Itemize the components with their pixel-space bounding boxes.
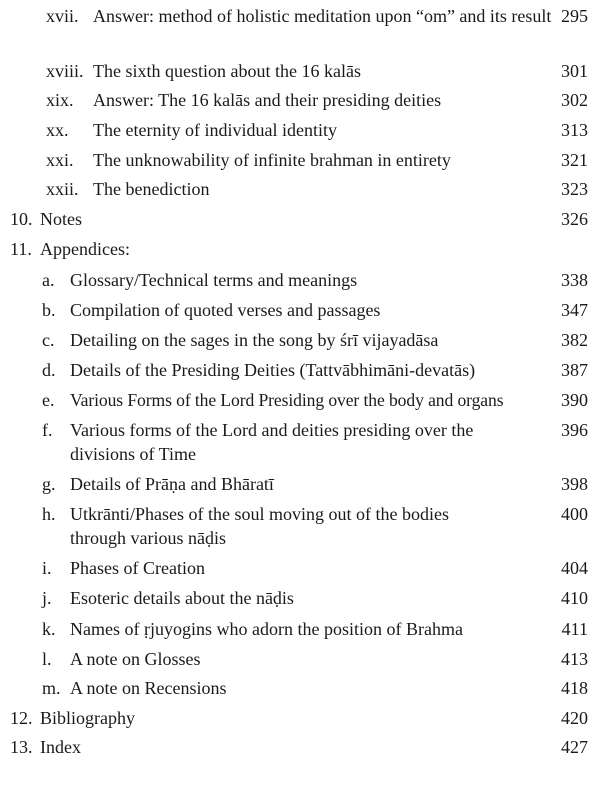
toc-entry-appendix-m	[0, 676, 600, 700]
toc-entry-number: 13.	[10, 737, 33, 757]
toc-entry-page: 413	[561, 649, 588, 669]
toc-entry-page: 390	[561, 390, 588, 410]
toc-entry-appendix-h	[0, 502, 600, 550]
toc-entry-page: 302	[561, 90, 588, 110]
toc-entry-title: The sixth question about the 16 kalās	[93, 61, 361, 81]
toc-entry-title: Various Forms of the Lord Presiding over the body and organs	[70, 390, 504, 410]
toc-entry-title: The unknowability of infinite brahman in entirety	[93, 150, 451, 170]
toc-entry-xix	[0, 88, 600, 112]
toc-entry-page: 396	[561, 420, 588, 440]
toc-entry-title: Detailing on the sages in the song by śrī vijayadāsa	[70, 330, 439, 350]
toc-entry-appendix-j	[0, 586, 600, 610]
toc-entry-xx	[0, 118, 600, 142]
toc-entry-page: 313	[561, 120, 588, 140]
toc-entry-page: 404	[561, 558, 588, 578]
toc-entry-page: 338	[561, 270, 588, 290]
toc-entry-page: 387	[561, 360, 588, 380]
toc-entry-number: l.	[42, 649, 52, 669]
toc-entry-page: 347	[561, 300, 588, 320]
toc-entry-number: k.	[42, 619, 56, 639]
toc-entry-page: 410	[561, 588, 588, 608]
toc-entry-number: 11.	[10, 239, 32, 259]
toc-entry-title: A note on Glosses	[70, 649, 201, 669]
toc-entry-title: A note on Recensions	[70, 678, 227, 698]
toc-entry-number: c.	[42, 330, 55, 350]
toc-entry-appendix-a	[0, 268, 600, 292]
toc-entry-title: The benediction	[93, 179, 210, 199]
toc-entry-index	[0, 735, 600, 759]
toc-entry-bibliography	[0, 706, 600, 730]
toc-entry-appendix-f	[0, 418, 600, 466]
toc-entry-title: Bibliography	[40, 708, 135, 728]
toc-entry-xvii	[0, 4, 600, 52]
toc-entry-title: Glossary/Technical terms and meanings	[70, 270, 358, 290]
toc-entry-number: xxii.	[46, 179, 79, 199]
toc-entry-page: 400	[561, 504, 588, 524]
toc-entry-number: e.	[42, 390, 55, 410]
toc-entry-title: Index	[40, 737, 81, 757]
toc-entry-notes	[0, 207, 600, 231]
toc-entry-page: 323	[561, 179, 588, 199]
toc-entry-appendix-e	[0, 388, 600, 412]
toc-entry-page: 295	[561, 6, 588, 26]
toc-entry-appendix-g	[0, 472, 600, 496]
toc-entry-number: 12.	[10, 708, 33, 728]
toc-entry-number: xvii.	[46, 6, 79, 26]
toc-entry-appendix-l	[0, 647, 600, 671]
toc-entry-page: 418	[561, 678, 588, 698]
toc-entry-title: Esoteric details about the nāḍis	[70, 588, 294, 608]
toc-entry-title: Utkrānti/Phases of the soul moving out of the bodies through various nāḍis	[70, 504, 449, 548]
toc-entry-number: xx.	[46, 120, 69, 140]
toc-entry-number: xxi.	[46, 150, 74, 170]
toc-entry-title: Notes	[40, 209, 82, 229]
toc-entry-xxii	[0, 177, 600, 201]
toc-entry-number: b.	[42, 300, 56, 320]
toc-entry-title: Appendices:	[40, 239, 130, 259]
toc-entry-page: 411	[561, 619, 588, 639]
toc-entry-title: Answer: The 16 kalās and their presiding deities	[93, 90, 442, 110]
toc-entry-appendices	[0, 237, 600, 261]
toc-entry-title: The eternity of individual identity	[93, 120, 337, 140]
toc-entry-appendix-i	[0, 556, 600, 580]
toc-entry-title: Compilation of quoted verses and passages	[70, 300, 381, 320]
toc-entry-appendix-b	[0, 298, 600, 322]
toc-entry-number: j.	[42, 588, 52, 608]
toc-entry-page: 382	[561, 330, 588, 350]
toc-entry-number: xviii.	[46, 61, 84, 81]
toc-entry-xviii	[0, 59, 600, 83]
toc-entry-number: 10.	[10, 209, 33, 229]
toc-entry-number: m.	[42, 678, 61, 698]
toc-entry-title: Various forms of the Lord and deities presiding over the divisions of Time	[70, 420, 474, 464]
toc-entry-page: 398	[561, 474, 588, 494]
toc-entry-page: 420	[561, 708, 588, 728]
toc-entry-number: h.	[42, 504, 56, 524]
toc-entry-page: 427	[561, 737, 588, 757]
toc-entry-page: 301	[561, 61, 588, 81]
toc-entry-number: d.	[42, 360, 56, 380]
toc-entry-number: f.	[42, 420, 53, 440]
toc-entry-title: Names of ṛjuyogins who adorn the position of Brahma	[70, 619, 463, 639]
toc-entry-title: Details of Prāṇa and Bhāratī	[70, 474, 274, 494]
toc-entry-number: i.	[42, 558, 52, 578]
toc-entry-appendix-c	[0, 328, 600, 352]
toc-entry-page: 321	[561, 150, 588, 170]
toc-entry-xxi	[0, 148, 600, 172]
toc-entry-title: Answer: method of holistic meditation upon “om” and its result	[93, 6, 552, 26]
toc-entry-title: Phases of Creation	[70, 558, 205, 578]
toc-entry-page: 326	[561, 209, 588, 229]
toc-entry-number: xix.	[46, 90, 74, 110]
toc-entry-appendix-k	[0, 617, 600, 641]
toc-entry-number: g.	[42, 474, 56, 494]
toc-entry-appendix-d	[0, 358, 600, 382]
toc-entry-title: Details of the Presiding Deities (Tattvābhimāni-devatās)	[70, 360, 476, 380]
toc-entry-number: a.	[42, 270, 55, 290]
